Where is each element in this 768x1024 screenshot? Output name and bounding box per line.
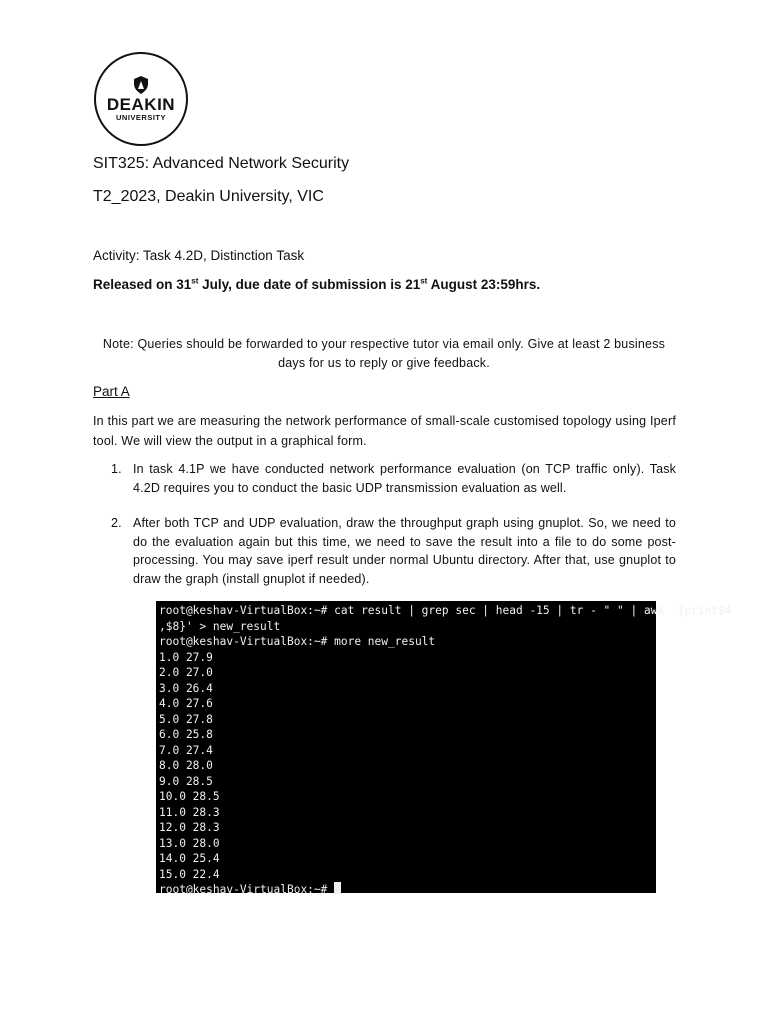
terminal-line: root@keshav-VirtualBox:~# cat result | grep sec | head -15 | tr - " " | awk '{print$4 — [159, 604, 732, 617]
release-sup-1: st — [191, 276, 199, 286]
logo-name: DEAKIN — [106, 94, 176, 114]
part-a-intro: In this part we are measuring the network performance of small-scale customised topology using Iperf tool. We will view the output in a graphical form. — [93, 414, 676, 448]
terminal-line: root@keshav-VirtualBox:~# more new_result — [159, 635, 436, 648]
course-title: SIT325: Advanced Network Security — [93, 155, 350, 172]
terminal-line: 2.0 27.0 — [159, 666, 213, 679]
activity-title: Activity: Task 4.2D, Distinction Task — [93, 248, 305, 263]
terminal-line: 5.0 27.8 — [159, 712, 213, 726]
term-line: T2_2023, Deakin University, VIC — [93, 188, 324, 205]
list-item-text: After both TCP and UDP evaluation, draw the throughput graph using gnuplot. So, we need to do the evaluation again but this time, we need to save the result into a file to do some post-processing. You may save iperf result under normal Ubuntu directory. After that, use gnuplot to draw the graph (install gnuplot if needed). — [133, 516, 676, 586]
part-a-heading: Part A — [93, 384, 130, 399]
terminal-line: 13.0 28.0 — [159, 836, 220, 850]
list-item — [93, 460, 676, 497]
release-line — [93, 277, 540, 292]
list-item — [93, 514, 676, 588]
list-item-number: 1. — [111, 462, 122, 476]
terminal-line: 8.0 28.0 — [159, 759, 213, 772]
logo-subtitle: UNIVERSITY — [115, 112, 166, 122]
terminal-line: 3.0 26.4 — [159, 681, 213, 695]
terminal-line: 6.0 25.8 — [159, 728, 213, 741]
terminal-line: 11.0 28.3 — [159, 805, 220, 819]
terminal-line: 4.0 27.6 — [159, 697, 213, 710]
terminal-line: 12.0 28.3 — [159, 821, 220, 834]
terminal-screenshot — [156, 601, 732, 896]
deakin-crest-icon — [133, 76, 149, 94]
terminal-cursor-icon — [334, 882, 341, 894]
terminal-prompt: root@keshav-VirtualBox:~# — [159, 883, 335, 896]
terminal-line: 10.0 28.5 — [159, 790, 220, 803]
terminal-prompt-line — [159, 882, 653, 898]
release-prefix: Released on 31 — [93, 277, 192, 292]
list-item-number: 2. — [111, 516, 122, 530]
terminal-line: 9.0 28.5 — [159, 774, 213, 788]
note-paragraph: Note: Queries should be forwarded to your respective tutor via email only. Give at least 2 business days for us to reply or give feedback. — [102, 337, 666, 370]
terminal-line: ,$8}' > new_result — [159, 619, 281, 633]
list-item-text: In task 4.1P we have conducted network performance evaluation (on TCP traffic only). Task 4.2D requires you to conduct the basic UDP transmission evaluation as well. — [133, 462, 676, 495]
terminal-line: 1.0 27.9 — [159, 650, 213, 664]
release-sup-2: st — [420, 276, 428, 286]
terminal-line: 7.0 27.4 — [159, 743, 213, 757]
deakin-logo — [94, 52, 188, 146]
release-suffix: August 23:59hrs. — [427, 277, 541, 292]
release-middle: July, due date of submission is 21 — [198, 277, 421, 292]
terminal-line: 14.0 25.4 — [159, 852, 220, 865]
terminal-line: 15.0 22.4 — [159, 867, 220, 881]
